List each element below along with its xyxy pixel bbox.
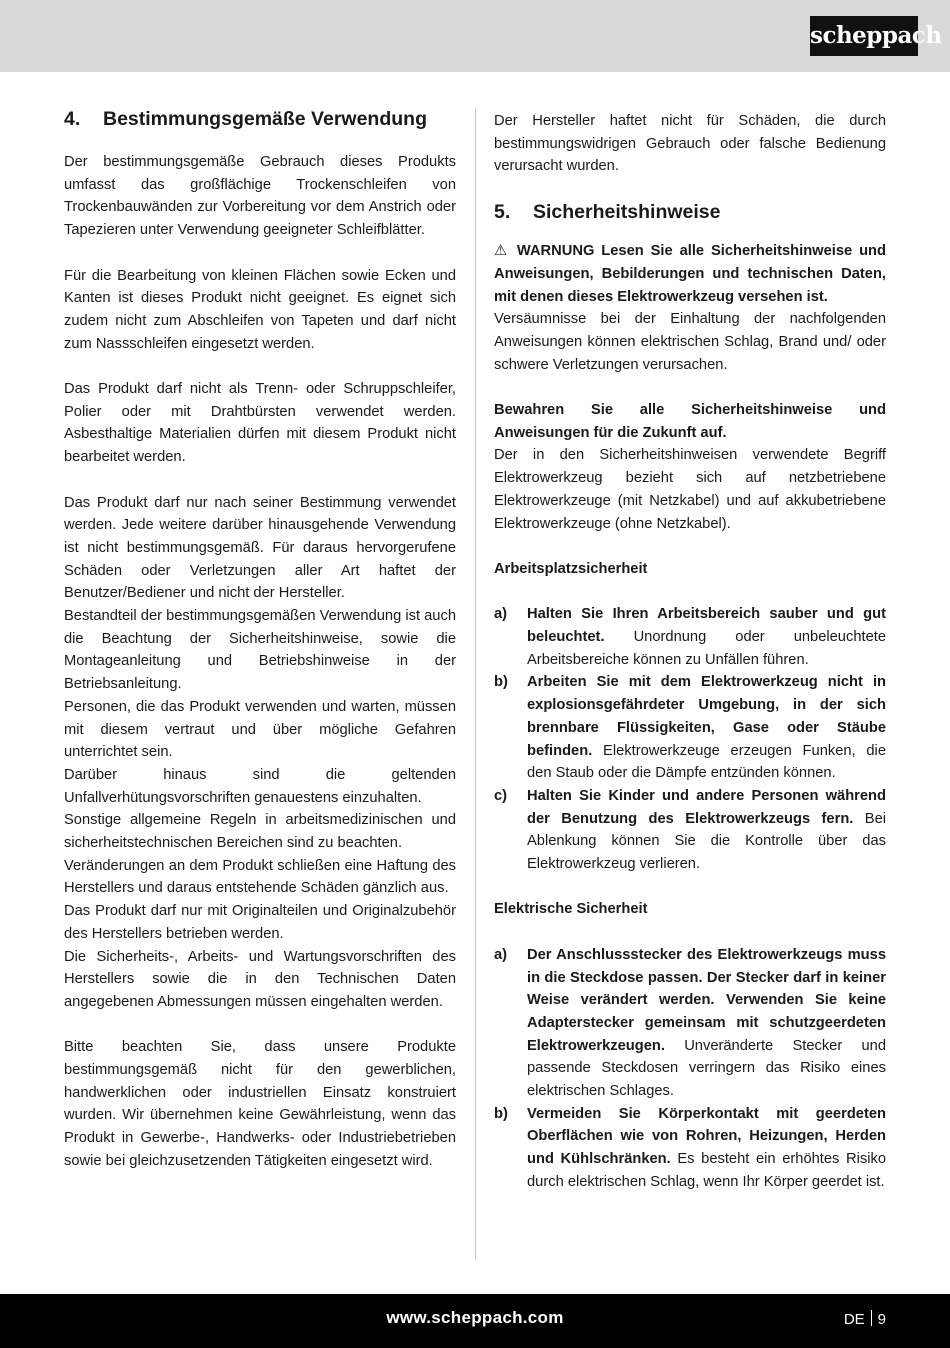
- website-link[interactable]: www.scheppach.com: [386, 1308, 564, 1327]
- list-item-label: a): [494, 946, 508, 963]
- list-item-bold: Der Anschlussstecker des Elektrowerkzeugs muss in die Steckdose passen. Der Stecker darf in keiner Weise verändert werden. Verwenden Sie keine Adapterstecker gemeinsam mit schutzgeerdeten Elektrowerkzeugen.: [527, 946, 886, 1054]
- keep-instructions-note: Bewahren Sie alle Sicherheitshinweise und Anweisungen für die Zukunft auf.: [494, 402, 886, 441]
- list-item: [494, 671, 886, 785]
- page-indicator: [844, 1310, 886, 1328]
- section-5-number: 5.: [494, 201, 511, 224]
- list-item-text: [527, 1103, 886, 1194]
- paragraph: Das Produkt darf nur nach seiner Bestimmung verwendet werden. Jede weitere darüber hinausgehende Verwendung ist nicht bestimmungsgemäß. Für daraus hervorgerufene Schäden oder Verletzungen aller Art haftet der Benutzer/Bediener und nicht der Hersteller.: [64, 494, 456, 602]
- list-item-bold: Halten Sie Ihren Arbeitsbereich sauber und gut beleuchtet.: [527, 606, 886, 646]
- list-item: [494, 785, 886, 876]
- paragraph: Der Hersteller haftet nicht für Schäden, die durch bestimmungswidrigen Gebrauch oder falsche Bedienung verursacht wurden.: [494, 113, 886, 175]
- list-item-text: [527, 603, 886, 671]
- paragraph: Sonstige allgemeine Regeln in arbeitsmedizinischen und sicherheitstechnischen Bereichen sind zu beachten.: [64, 812, 456, 852]
- list-item: [494, 944, 886, 1103]
- section-5-heading: [494, 198, 886, 226]
- electrical-safety-title: Elektrische Sicherheit: [494, 901, 648, 918]
- workplace-safety-title: Arbeitsplatzsicherheit: [494, 560, 648, 577]
- list-item-plain: Unordnung oder unbeleuchtete Arbeitsbereiche können zu Unfällen führen.: [527, 629, 886, 668]
- section-4-title: Bestimmungsgemäße Verwendung: [103, 108, 427, 130]
- list-item-bold: Vermeiden Sie Körperkontakt mit geerdeten Oberflächen wie von Rohren, Heizungen, Herden und Kühlschränken.: [527, 1105, 886, 1168]
- warning-block: [494, 240, 886, 308]
- paragraph: Bestandteil der bestimmungsgemäßen Verwendung ist auch die Beachtung der Sicherheitshinweise, sowie die Montageanleitung und Betriebshinweise in der Betriebsanleitung.: [64, 608, 456, 693]
- section-4-heading: [64, 105, 456, 133]
- list-item-text: [527, 785, 886, 876]
- list-item-text: [527, 944, 886, 1103]
- page-separator: [871, 1310, 872, 1326]
- paragraph: Der bestimmungsgemäße Gebrauch dieses Produkts umfasst das großflächige Trockenschleifen von Trockenbauwänden zur Vorbereitung vor dem Anstrich oder Tapezieren unter Verwendung geeigneter Schleifblätter.: [64, 154, 456, 239]
- list-item-bold: Arbeiten Sie mit dem Elektrowerkzeug nicht in explosionsgefährdeter Umgebung, in der sich brennbare Flüssigkeiten, Gase oder Stäube befinden.: [527, 674, 886, 759]
- paragraph: Bitte beachten Sie, dass unsere Produkte bestimmungsgemäß nicht für den gewerblichen, handwerklichen oder industriellen Einsatz konstruiert wurden. Wir übernehmen keine Gewährleistung, wenn das Produkt in Gewerbe-, Handwerks- oder Industriebetrieben sowie bei gleichzusetzenden Tätigkeiten eingesetzt wird.: [64, 1039, 456, 1169]
- list-item-text: [527, 671, 886, 785]
- section-5-title: Sicherheitshinweise: [533, 201, 721, 224]
- language-code: DE: [843, 1311, 865, 1328]
- list-item-label: b): [494, 1105, 508, 1122]
- paragraph: Das Produkt darf nur mit Originalteilen und Originalzubehör des Herstellers betrieben werden.: [64, 903, 456, 942]
- header-bar: [0, 0, 950, 72]
- left-column: [64, 105, 456, 1173]
- list-item-plain: Elektrowerkzeuge erzeugen Funken, die den Staub oder die Dämpfe entzünden können.: [527, 742, 886, 782]
- list-item: [494, 603, 886, 671]
- right-column: [494, 110, 886, 1194]
- section-4-number: 4.: [64, 108, 81, 130]
- paragraph: Personen, die das Produkt verwenden und warten, müssen mit diesem vertraut und über mögliche Gefahren unterrichtet sein.: [64, 698, 456, 761]
- list-item-plain: Unveränderte Stecker und passende Steckdosen verringern das Risiko eines elektrischen Schlages.: [527, 1037, 886, 1100]
- footer-bar: [0, 1294, 950, 1348]
- paragraph: Darüber hinaus sind die geltenden Unfallverhütungsvorschriften genauestens einzuhalten.: [64, 766, 456, 806]
- paragraph: Versäumnisse bei der Einhaltung der nachfolgenden Anweisungen können elektrischen Schlag, Brand und/ oder schwere Verletzungen verursachen.: [494, 311, 886, 373]
- list-item-label: b): [494, 674, 508, 691]
- warning-triangle-icon: ⚠: [494, 243, 510, 260]
- list-item-bold: Halten Sie Kinder und andere Personen während der Benutzung des Elektrowerkzeugs fern.: [527, 787, 886, 827]
- list-item-plain: Bei Ablenkung können Sie die Kontrolle über das Elektrowerkzeug verlieren.: [527, 810, 887, 873]
- list-item-label: c): [494, 787, 508, 804]
- paragraph: Veränderungen an dem Produkt schließen eine Haftung des Herstellers und daraus entstehende Schäden gänzlich aus.: [64, 857, 456, 897]
- paragraph: Das Produkt darf nicht als Trenn- oder Schruppschleifer, Polier oder mit Drahtbürsten verwendet werden. Asbesthaltige Materialien dürfen mit diesem Produkt nicht bearbeitet werden.: [64, 381, 456, 466]
- column-divider: [475, 108, 476, 1260]
- list-item-plain: Es besteht ein erhöhtes Risiko durch elektrischen Schlag, wenn Ihr Körper geerdet ist.: [527, 1151, 886, 1190]
- list-item-label: a): [494, 606, 508, 623]
- paragraph: Für die Bearbeitung von kleinen Flächen sowie Ecken und Kanten ist dieses Produkt nicht geeignet. Es eignet sich zudem nicht zum Abschleifen von Tapeten und darf nicht zum Nassschleifen eingesetzt werden.: [64, 267, 456, 352]
- paragraph: Die Sicherheits-, Arbeits- und Wartungsvorschriften des Herstellers sowie die in den Technischen Daten angegebenen Abmessungen müssen eingehalten werden.: [64, 948, 456, 1010]
- scheppach-logo: scheppach: [810, 16, 918, 56]
- page-number: 9: [877, 1311, 886, 1328]
- paragraph: Der in den Sicherheitshinweisen verwendete Begriff Elektrowerkzeug bezieht sich auf netzbetriebene Elektrowerkzeuge (mit Netzkabel) und auf akkubetriebene Elektrowerkzeuge (ohne Netzkabel).: [494, 447, 886, 532]
- warning-bold-text: WARNUNG Lesen Sie alle Sicherheitshinweise und Anweisungen, Bebilderungen und technischen Daten, mit denen dieses Elektrowerkzeug versehen ist.: [494, 243, 886, 305]
- list-item: [494, 1103, 886, 1194]
